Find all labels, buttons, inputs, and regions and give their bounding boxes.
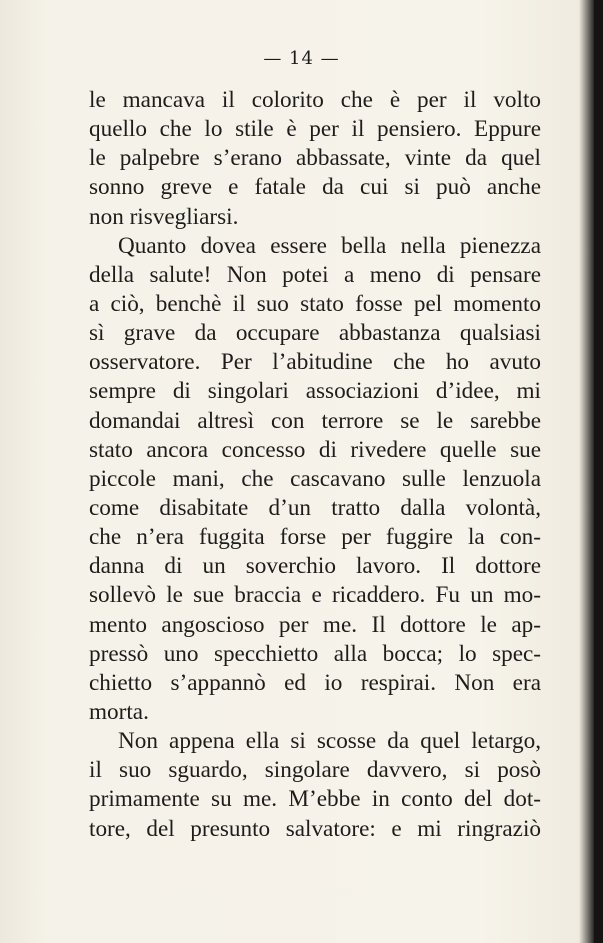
book-spine-edge (594, 0, 603, 943)
text-line: sempre di singolari associazioni d’idee, mi (89, 378, 541, 405)
text-line: le mancava il colorito che è per il volto (89, 87, 541, 113)
text-line: a ciò, benchè il suo stato fosse pel momento (89, 290, 541, 317)
text-line: primamente su me. M’ebbe in conto del dot- (89, 786, 541, 813)
text-line: il suo sguardo, singolare davvero, si posò (89, 757, 541, 784)
text-line: osservatore. Per l’abitudine che ho avuto (89, 349, 541, 376)
text-line: danna di un soverchio lavoro. Il dottore (89, 553, 541, 580)
text-line: pressò uno specchietto alla bocca; lo spec- (89, 640, 541, 667)
page-number: — 14 — (263, 48, 340, 69)
text-line: sì grave da occupare abbastanza qualsiasi (89, 320, 541, 347)
text-line: stato ancora concesso di rivedere quelle sue (89, 436, 541, 463)
text-line: le palpebre s’erano abbassate, vinte da quel (89, 145, 541, 172)
text-line: che n’era fuggita forse per fuggire la con- (89, 524, 541, 551)
text-line: come disabitate d’un tratto dalla volontà, (89, 494, 541, 521)
text-line: morta. (89, 698, 149, 725)
text-line: chietto s’appannò ed io respirai. Non era (89, 669, 541, 696)
text-line: sollevò le sue braccia e ricaddero. Fu un mo- (89, 582, 541, 609)
text-line: tore, del presunto salvatore: e mi ringraziò (89, 815, 541, 842)
text-line: sonno greve e fatale da cui si può anche (89, 174, 541, 201)
text-line: della salute! Non potei a meno di pensare (89, 261, 541, 288)
text-line: quello che lo stile è per il pensiero. Eppure (89, 116, 541, 143)
text-line: Quanto dovea essere bella nella pienezza (118, 232, 541, 259)
text-line: non risvegliarsi. (89, 203, 239, 230)
text-line: domandai altresì con terrore se le sarebbe (89, 407, 541, 434)
text-line: mento angoscioso per me. Il dottore le ap- (89, 611, 541, 638)
text-line: Non appena ella si scosse da quel letargo, (118, 728, 541, 755)
body-text (89, 86, 541, 844)
text-line: piccole mani, che cascavano sulle lenzuola (89, 465, 541, 492)
